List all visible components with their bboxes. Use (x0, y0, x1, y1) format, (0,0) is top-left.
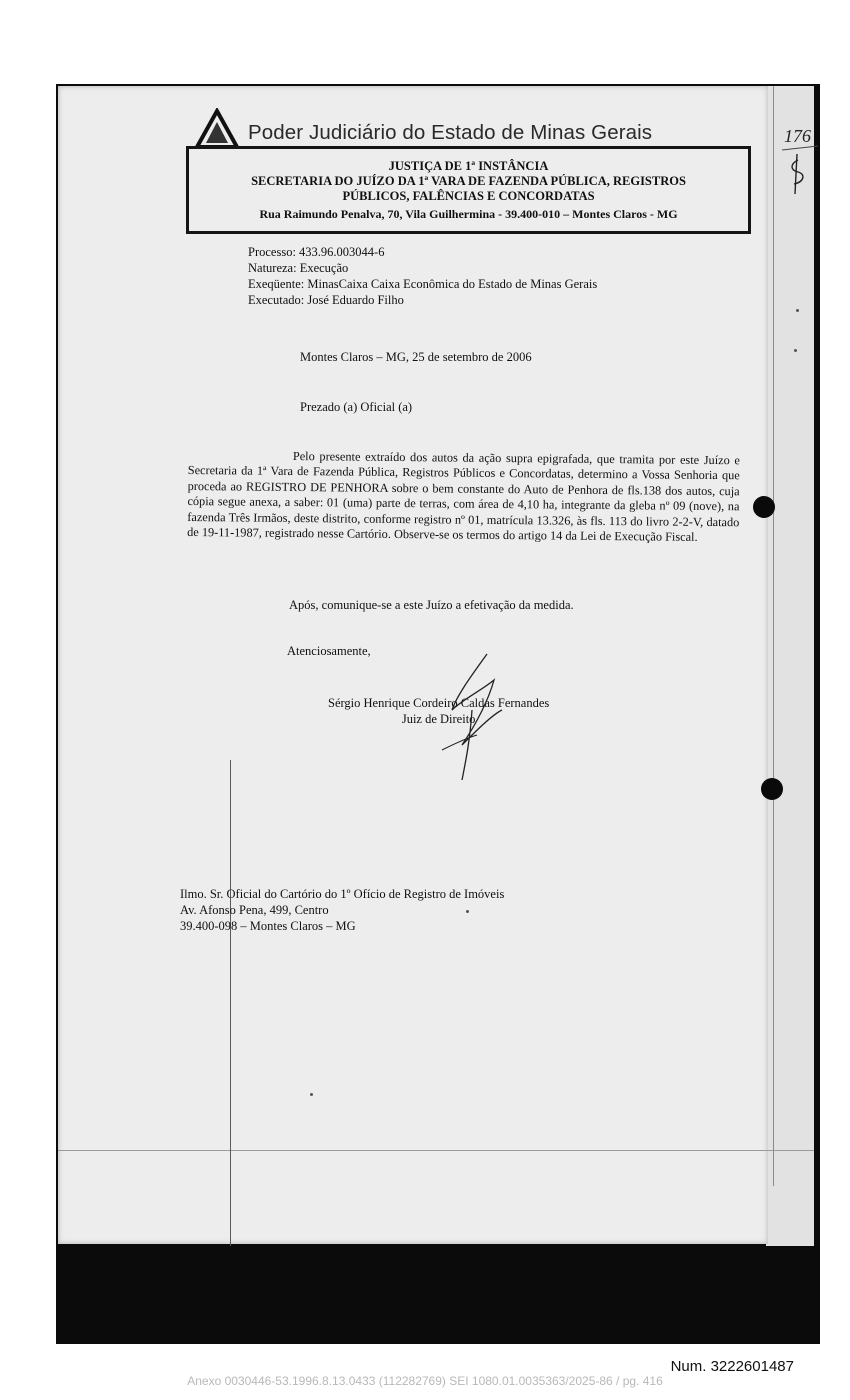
box-line-3: PÚBLICOS, FALÊNCIAS E CONCORDATAS (342, 189, 595, 203)
signer-name: Sérgio Henrique Cordeiro Caldas Fernandes (328, 696, 550, 710)
punch-hole (761, 778, 783, 800)
natureza: Natureza: Execução (248, 261, 349, 275)
case-info (248, 244, 597, 308)
exequente: Exeqüente: MinasCaixa Caixa Econômica do Estado de Minas Gerais (248, 277, 598, 291)
coat-of-arms-icon (194, 108, 240, 150)
box-line-1: JUSTIÇA DE 1ª INSTÂNCIA (388, 159, 549, 173)
footer-reference: Anexo 0030446-53.1996.8.13.0433 (112282769) SEI 1080.01.0035363/2025-86 / pg. 416 (187, 1374, 663, 1388)
addressee-line-1: Ilmo. Sr. Oficial do Cartório do 1º Ofício de Registro de Imóveis (180, 887, 505, 901)
scan-speck (310, 1093, 313, 1096)
after-paragraph: Após, comunique-se a este Juízo a efetivação da medida. (289, 598, 574, 612)
letter-date: Montes Claros – MG, 25 de setembro de 2006 (300, 350, 532, 364)
document-number: Num. 3222601487 (670, 1358, 794, 1375)
scan-artifact-line (230, 760, 231, 1246)
signer-role: Juiz de Direito (401, 712, 476, 726)
scan-speck (794, 349, 797, 352)
margin-page-number-text: 176 (784, 126, 811, 146)
executado: Executado: José Eduardo Filho (248, 293, 404, 307)
closing: Atenciosamente, (287, 644, 371, 658)
box-line-2: SECRETARIA DO JUÍZO DA 1ª VARA DE FAZENDA PÚBLICA, REGISTROS (251, 174, 686, 188)
scan-speck (466, 910, 469, 913)
court-address: Rua Raimundo Penalva, 70, Vila Guilhermina - 39.400-010 – Montes Claros - MG (259, 207, 678, 221)
processo: Processo: 433.96.003044-6 (248, 245, 385, 259)
fold-line (58, 1150, 814, 1151)
scan-artifact-line (773, 86, 774, 1186)
addressee-block (180, 886, 504, 934)
greeting: Prezado (a) Oficial (a) (300, 400, 413, 414)
addressee-line-3: 39.400-098 – Montes Claros – MG (180, 919, 356, 933)
court-title: Poder Judiciário do Estado de Minas Gerais (248, 121, 653, 144)
scan-speck (796, 309, 799, 312)
punch-hole (753, 496, 775, 518)
letter-body: Pelo presente extraído dos autos da ação supra epigrafada, que tramita por este Juízo e Secretaria da 1ª Vara de Fazenda Pública, Registros Públicos e Concordatas, determino a Vossa Senhoria que proceda ao REGISTRO DE PENHORA sobre o bem constante do Auto de Penhora de fls.138 dos autos, cuja cópia segue anexa, a saber: 01 (uma) parte de terras, com área de 4,10 ha, integrante da gleba nº 09 (nove), na fazenda Três Irmãos, deste distrito, conforme registro nº 01, matrícula 13.326, às fls. 113 do livro 2-2-V, datado de 19-11-1987, registrado nesse Cartório. Observe-se os termos do artigo 14 da Lei de Execução Fiscal. (187, 449, 740, 544)
signer-block (328, 696, 549, 727)
court-header-box (186, 146, 751, 234)
addressee-line-2: Av. Afonso Pena, 499, Centro (180, 903, 329, 917)
margin-page-number (780, 120, 820, 200)
